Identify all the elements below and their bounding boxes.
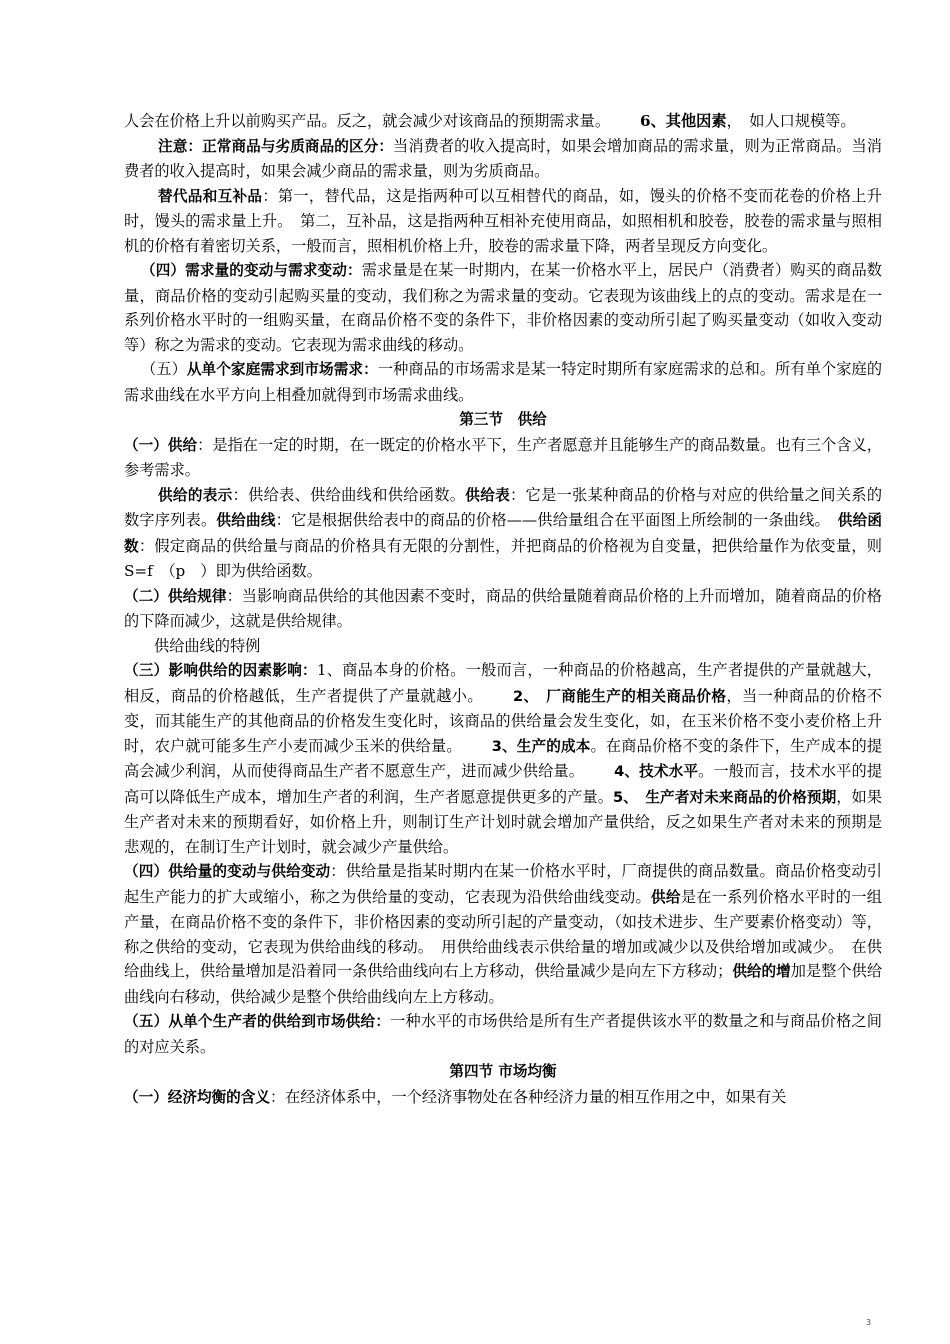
- bold-term: （五）从单个生产者的供给到市场供给：: [124, 1013, 391, 1030]
- text: ：当影响商品供给的其他因素不变时，商品的供给量随着商品价格的上升而增加，随着商品的价格的下降而减少，这就是供给规律。: [124, 586, 882, 630]
- bold-term: 5、 生产者对未来商品的价格预期: [613, 788, 837, 806]
- section-heading-4: [124, 1059, 882, 1085]
- bold-term: 注意：正常商品与劣质商品的区分：: [158, 137, 394, 155]
- text: 一种水平的市场供给是所有生产者提供该水平的数量之和与商品价格之间的对应关系。: [124, 1012, 882, 1056]
- text: ：供给表、供给曲线和供给函数。: [232, 485, 466, 504]
- text: 。一般而言，技术水平的提高可以降低生产成本，增加生产者的利润，生产者愿意提供更多的产量。: [124, 762, 883, 806]
- bold-term: 供给表: [465, 486, 511, 504]
- section-title: 第四节 市场均衡: [449, 1063, 557, 1080]
- paragraph-supply-special: [124, 634, 882, 659]
- bold-term: （三）影响供给的因素影响：: [124, 662, 317, 679]
- bold-term: 供给的表示: [158, 486, 233, 504]
- paragraph-equilibrium: [124, 1085, 882, 1111]
- text: ：它是根据供给表中的商品的价格——供给量组合在平面图上所绘制的一条曲线。: [275, 511, 838, 529]
- text: ，当一种商品的价格不变，而其能生产的其他商品的价格发生变化时，该商品的供给量会发生变化，如，在玉米价格不变小麦价格上升时，农户就可能多生产小麦而减少玉米的供给量。: [124, 686, 883, 755]
- text: 一种商品的市场需求是某一特定时期所有家庭需求的总和。所有单个家庭的需求曲线在水平方向上相叠加就得到市场需求曲线。: [124, 360, 883, 404]
- paragraph-supply-law: [124, 584, 882, 634]
- text: 加是整个供给曲线向右移动，供给减少是整个供给曲线向左上方移动。: [124, 962, 883, 1006]
- bold-term: 供给曲线: [216, 512, 276, 529]
- bold-term: 3、生产的成本: [491, 737, 591, 755]
- bold-term: 供给的增: [732, 963, 791, 980]
- text: ， 如人口规模等。: [726, 112, 856, 130]
- text: ：供给量是指某时期内在某一价格水平时，厂商提供的商品数量。商品价格变动引起生产能力的扩大或缩小，称之为供给量的变动，它表现为沿供给曲线变动。: [124, 862, 882, 906]
- text: 供给曲线的特例: [154, 636, 261, 655]
- paragraph-supply: [124, 433, 882, 483]
- paragraph-expectation: [124, 109, 882, 134]
- text: ：在经济体系中，一个经济事物处在各种经济力量的相互作用之中，如果有关: [269, 1087, 787, 1106]
- bold-term: 6、其他因素: [640, 112, 727, 130]
- text: 。在商品价格不变的条件下，生产成本的提高会减少利润，从而使得商品生产者不愿意生产，进而减少供给量。: [124, 736, 883, 780]
- text: 当消费者的收入提高时，如果会增加商品的需求量，则为正常商品。当消费者的收入提高时，如果会减少商品的需求量，则为劣质商品。: [124, 136, 882, 180]
- text: ：它是一张某种商品的价格与对应的供给量之间关系的数字序列表。: [124, 485, 883, 529]
- text: 1、商品本身的价格。一般而言，一种商品的价格越高，生产者提供的产量就越大，相反，商品的价格越低，生产者提供了产量就越小。: [124, 661, 882, 705]
- bold-term: （四）需求量的变动与需求变动：: [141, 262, 362, 279]
- text: 人会在价格上升以前购买产品。反之，就会减少对该商品的预期需求量。: [124, 112, 610, 130]
- bold-term: 供给: [651, 888, 681, 906]
- bold-term: （一）经济均衡的含义: [124, 1088, 270, 1106]
- paragraph-supply-factors: [124, 658, 882, 859]
- bold-term: 供给函数: [124, 512, 882, 555]
- paragraph-substitutes: [124, 184, 882, 259]
- document-page: [124, 109, 898, 1110]
- text: ：假定商品的供给量与商品的价格具有无限的分割性，并把商品的价格视为自变量，把供给量作为依变量，则 S=f （p ）即为供给函数。: [124, 536, 898, 580]
- paragraph-normal-inferior: [124, 134, 882, 184]
- text: 是在一系列价格水平时的一组产量，在商品价格不变的条件下，非价格因素的变动所引起的产量变动，（如技术进步、生产要素价格变动）等，称之供给的变动，它表现为供给曲线的移动。 用供给曲线表示供给量的增加或减少以及供给增加或减少。 在供给曲线上，供给量增加是沿着同一条供给曲线向右上方移动，供给量减少是向左下方移动；: [124, 887, 882, 980]
- paragraph-market-demand: [124, 357, 882, 407]
- bold-term: 4、技术水平: [614, 763, 699, 780]
- text: ：是指在一定的时期，在一既定的价格水平下，生产者愿意并且能够生产的商品数量。也有三个含义，参考需求。: [124, 435, 882, 479]
- paragraph-supply-change: [124, 859, 882, 1009]
- section-title: 第三节 供给: [459, 411, 547, 428]
- text: ：第一，替代品，这是指两种可以互相替代的商品，如，馒头的价格不变而花卷的价格上升时，馒头的需求量上升。 第二，互补品，这是指两种互相补充使用商品，如照相机和胶卷，胶卷的需求量与照相机的价格有着密切关系，一般而言，照相机价格上升，胶卷的需求量下降，两者呈现反方向变化。: [124, 186, 882, 255]
- bold-term: （一）供给: [124, 436, 198, 454]
- section-heading-3: [124, 407, 882, 433]
- paragraph-demand-change: [124, 258, 882, 357]
- bold-term: 2、 厂商能生产的相关商品价格: [512, 687, 727, 705]
- bold-term: （四）供给量的变动与供给变动: [124, 863, 331, 880]
- text: 需求量是在某一时期内，在某一价格水平上，居民户（消费者）购买的商品数量，商品价格的变动引起购买量的变动，我们称之为需求量的变动。它表现为该曲线上的点的变动。需求是在一系列价格水平时的一组购买量，在商品价格不变的条件下，非价格因素的变动所引起了购买量变动（如收入变动等）称之为需求的变动。它表现为需求曲线的移动。: [124, 261, 882, 354]
- bold-term: （二）供给规律: [124, 587, 227, 605]
- paragraph-supply-representation: [124, 483, 898, 584]
- bold-term: 替代品和互补品: [158, 187, 263, 205]
- page-number: 3: [866, 1318, 872, 1327]
- text: （五）: [141, 360, 187, 378]
- text: ，如果生产者对未来的预期看好，如价格上升，则制订生产计划时就会增加产量供给，反之如果生产者对未来的预期是悲观的，在制订生产计划时，就会减少产量供给。: [124, 787, 883, 856]
- bold-term: 从单个家庭需求到市场需求：: [186, 361, 378, 378]
- paragraph-market-supply: [124, 1009, 882, 1059]
